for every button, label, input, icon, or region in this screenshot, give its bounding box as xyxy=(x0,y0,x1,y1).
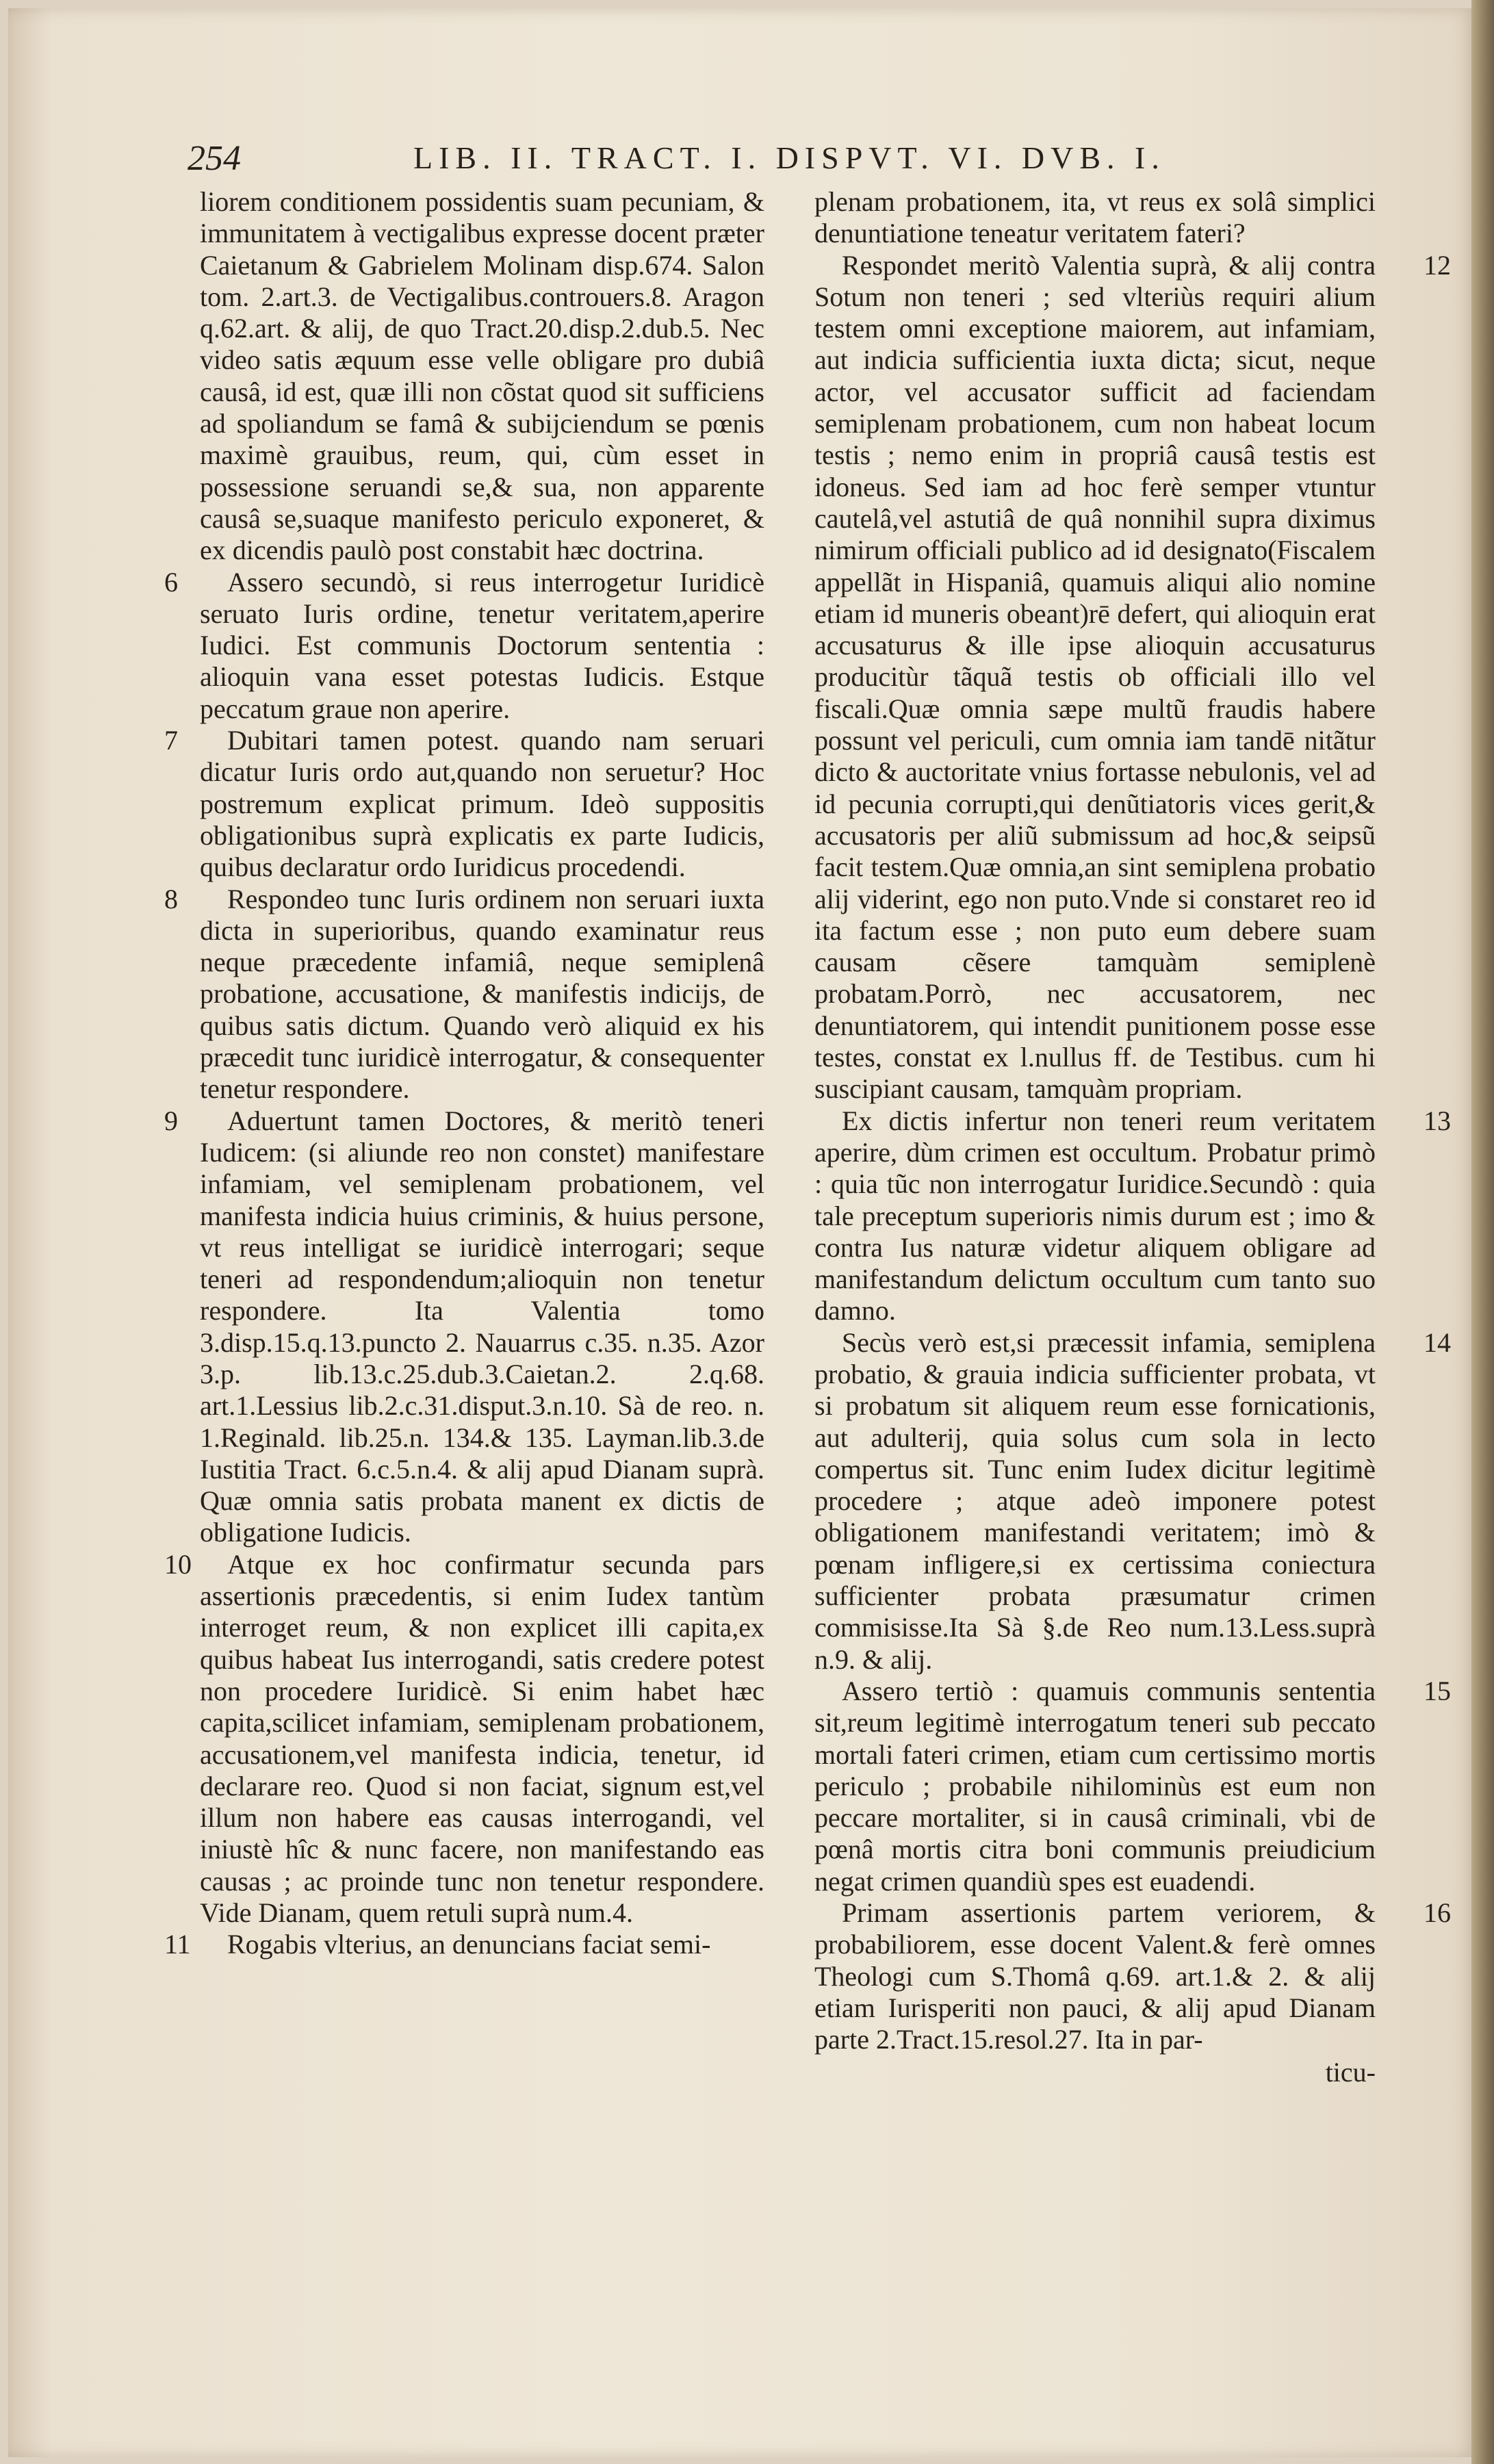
paragraph xyxy=(814,1105,1451,1327)
paragraph xyxy=(814,1897,1451,2055)
paragraph xyxy=(814,249,1451,1105)
paragraph-number: 15 xyxy=(1424,1675,1451,1706)
paragraph-text: Respondeo tunc Iuris ordinem non seruari iuxta dicta in superioribus, quando examinatur reus neque præcedente infamiâ, neque semiplenâ probatione, accusatione, & manifestis indicijs, de quibus satis dictum. Quando verò aliquid ex his præcedit tunc iuridicè interrogatur, & consequenter tenetur respondere. xyxy=(200,883,764,1105)
book-page xyxy=(8,8,1476,2457)
paragraph-text: liorem conditionem possidentis suam pecuniam, & immunitatem à vectigalibus expresse docent præter Caietanum & Gabrielem Molinam disp.674. Salon tom. 2.art.3. de Vectigalibus.controuers.8. Aragon q.62.art. & alij, de quo Tract.20.disp.2.dub.5. Nec video satis æquum esse velle obligare pro dubiâ causâ, id est, quæ illi non cõstat quod sit sufficiens ad spoliandum se famâ & subijciendum se pœnis maximè grauibus, reum, qui, cùm esset in possessione seruandi se,& sua, non apparente causâ se,suaque manifesto periculo exponeret, & ex dicendis paulò post constabit hæc doctrina. xyxy=(200,186,764,566)
paragraph xyxy=(200,186,764,567)
page-number: 254 xyxy=(188,139,241,178)
paragraph xyxy=(164,1548,764,1929)
paragraph xyxy=(164,566,764,725)
paragraph-text: Ex dictis infertur non teneri reum veritatem aperire, dùm crimen est occultum. Probatur primò : quia tũc non interrogatur Iuridice.Secundò : quia tale preceptum superioris nimis durum est ; imo & contra Ius naturæ videtur aliquem obligare ad manifestandum delictum occultum cum tanto suo damno. xyxy=(814,1105,1376,1326)
paragraph-number: 7 xyxy=(164,725,178,756)
paragraph-number: 14 xyxy=(1424,1326,1451,1358)
paragraph xyxy=(164,883,764,1105)
paragraph-text: Primam assertionis partem veriorem, & probabiliorem, esse docent Valent.& ferè omnes Theologi cum S.Thomâ q.69. art.1.& 2. & alij etiam Iurisperiti non pauci, & alij apud Dianam parte 2.Tract.15.resol.27. Ita in par- xyxy=(814,1897,1376,2055)
book-binding-edge xyxy=(1471,0,1494,2464)
paragraph-number: 10 xyxy=(164,1548,192,1580)
running-head xyxy=(188,138,1419,179)
paragraph-number: 13 xyxy=(1424,1105,1451,1136)
paragraph-number: 6 xyxy=(164,566,178,598)
paragraph xyxy=(164,725,764,883)
paragraph-text: Respondet meritò Valentia suprà, & alij contra Sotum non teneri ; sed vlteriùs requiri alium testem omni exceptione maiorem, aut infamiam, aut indicia sufficientia iuxta dicta; sicut, neque actor, vel accusator sufficit ad faciendam semiplenam probationem, cum non habeat locum testis ; nemo enim in propriâ causâ testis est idoneus. Sed iam ad hoc ferè semper vtuntur cautelâ,vel astutiâ de quâ nonnihil supra diximus nimirum officiali publico ad id designato(Fiscalem appellãt in Hispaniâ, quamuis aliqui alio nomine etiam id muneris obeant)rē defert, qui alioquin erat accusaturus & ille ipse alioquin accusaturus producitùr tãquã testis ob officiali illo vel fiscali.Quæ omnia sæpe multũ fraudis habere possunt vel periculi, cum omnia iam tandē nitãtur dicto & auctoritate vnius fortasse nebulonis, vel ad id pecunia corrupti,qui denũtiatoris vices gerit,& accusatoris per aliũ submissum ad hoc,& seipsũ facit testem.Quæ omnia,an sint semiplena probatio alij viderint, ego non puto.Vnde si constaret reo id ita factum esse ; non puto eum debere suam causam cẽsere tamquàm semiplenè probatam.Porrò, nec accusatorem, nec denuntiatorem, qui intendit punitionem posse esse testes, constat ex l.nullus ff. de Testibus. cum hi suscipiant causam, tamquàm propriam. xyxy=(814,249,1376,1105)
right-column xyxy=(814,186,1451,2088)
paragraph-text: Assero secundò, si reus interrogetur Iuridicè seruato Iuris ordine, tenetur veritatem,aperire Iudici. Est communis Doctorum sententia : alioquin vana esset potestas Iudicis. Estque peccatum graue non aperire. xyxy=(200,566,764,724)
paragraph-number: 16 xyxy=(1424,1897,1451,1929)
paragraph xyxy=(814,1675,1451,1897)
paragraph xyxy=(814,1326,1451,1676)
paragraph-text: Assero tertiò : quamuis communis sententia sit,reum legitimè interrogatum teneri sub peccato mortali fateri crimen, etiam cum certissimo mortis periculo ; probabile nihilominùs est eum non peccare mortaliter, si in causâ criminali, vbi de pœnâ mortis citra boni communis preiudicium negat crimen quandiù spes est euadendi. xyxy=(814,1675,1376,1897)
paragraph-number: 12 xyxy=(1424,249,1451,281)
paragraph-text: Aduertunt tamen Doctores, & meritò teneri Iudicem: (si aliunde reo non constet) manifestare infamiam, vel semiplenam probationem, vel manifesta indicia huius criminis, & huius persone, vt reus intelligat se iuridicè interrogari; seque teneri ad respondendum;alioquin non tenetur respondere. Ita Valentia tomo 3.disp.15.q.13.puncto 2. Nauarrus c.35. n.35. Azor 3.p. lib.13.c.25.dub.3.Caietan.2. 2.q.68. art.1.Lessius lib.2.c.31.disput.3.n.10. Sà de reo. n. 1.Reginald. lib.25.n. 134.& 135. Layman.lib.3.de Iustitia Tract. 6.c.5.n.4. & alij apud Dianam suprà. Quæ omnia satis probata manent ex dictis de obligatione Iudicis. xyxy=(200,1105,764,1548)
paragraph-number: 8 xyxy=(164,883,178,914)
paragraph-text: Rogabis vlterius, an denuncians faciat semi- xyxy=(227,1929,711,1960)
catchword: ticu- xyxy=(1325,2056,1376,2088)
paragraph xyxy=(164,1105,764,1549)
paragraph-text: Dubitari tamen potest. quando nam seruari dicatur Iuris ordo aut,quando non seruetur? Hoc postremum explicat primum. Ideò suppositis obligationibus suprà explicatis ex parte Iudicis, quibus declaratur ordo Iuridicus procedendi. xyxy=(200,725,764,883)
paragraph xyxy=(164,1929,764,1960)
paragraph-number: 11 xyxy=(164,1929,191,1960)
paragraph-text: Atque ex hoc confirmatur secunda pars assertionis præcedentis, si enim Iudex tantùm interroget reum, & non explicet illi capita,ex quibus habeat Ius interrogandi, satis credere potest non procedere Iuridicè. Si enim habet hæc capita,scilicet infamiam, semiplenam probationem, accusationem,vel manifesta indicia, tenetur, id declarare reo. Quod si non faciat, signum est,vel illum non habere eas causas interrogandi, vel iniustè hîc & nunc facere, non manifestando eas causas ; ac proinde tunc non tenetur respondere. Vide Dianam, quem retuli suprà num.4. xyxy=(200,1548,764,1929)
paragraph xyxy=(814,186,1376,250)
paragraph-text: Secùs verò est,si præcessit infamia, semiplena probatio, & grauia indicia sufficienter probata, vt si probatum sit aliquem reum esse fornicationis, aut adulterij, quia solus cum sola in lecto compertus sit. Tunc enim Iudex dicitur legitimè procedere ; atque adeò imponere potest obligationem manifestandi veritatem; imò & pœnam infligere,si ex certissima coniectura sufficienter probata præsumatur crimen commisisse.Ita Sà §.de Reo num.13.Less.suprà n.9. & alij. xyxy=(814,1326,1376,1675)
left-column xyxy=(164,186,764,1961)
paragraph-text: plenam probationem, ita, vt reus ex solâ simplici denuntiatione teneatur veritatem fateri? xyxy=(814,186,1376,249)
running-title: LIB. II. TRACT. I. DISPVT. VI. DVB. I. xyxy=(413,140,1165,175)
paragraph-number: 9 xyxy=(164,1105,178,1136)
